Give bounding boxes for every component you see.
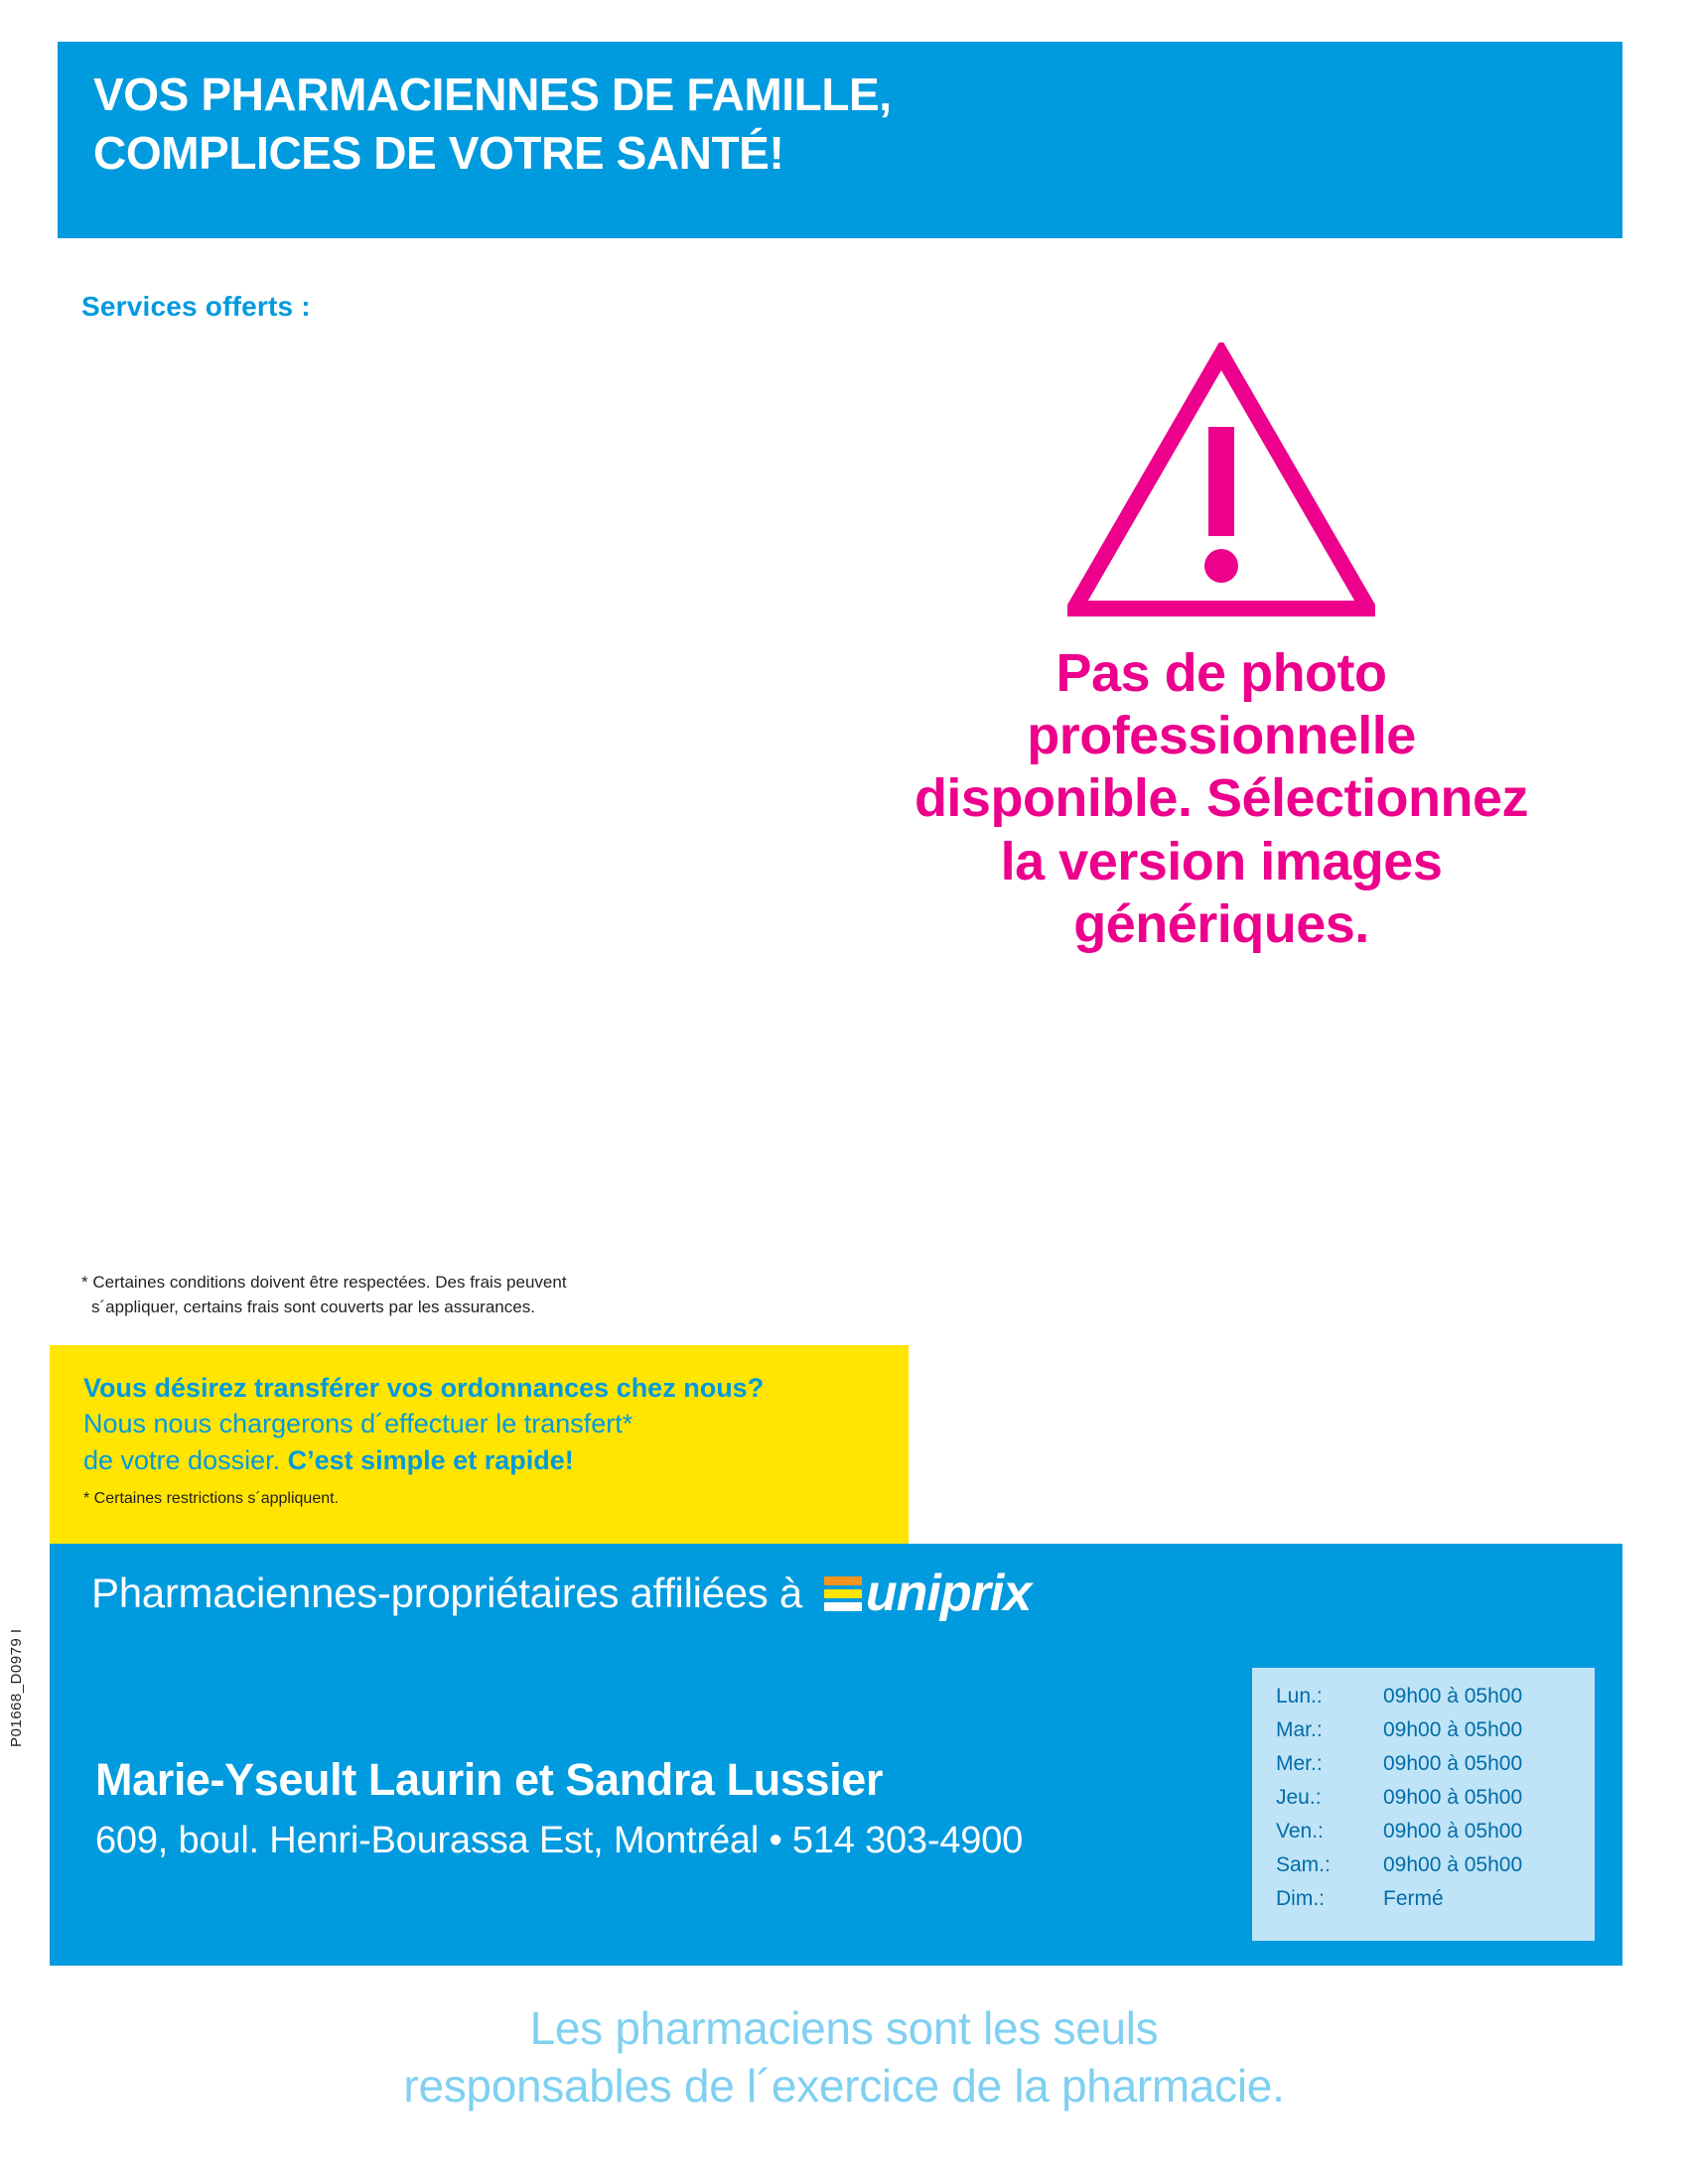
- hours-day: Dim.:: [1276, 1887, 1325, 1910]
- hours-value: 09h00 à 05h00: [1383, 1685, 1523, 1707]
- hours-row: [1276, 1719, 1577, 1740]
- transfer-restrictions-note: * Certaines restrictions s´appliquent.: [83, 1489, 340, 1507]
- transfer-line-2: Nous nous chargerons d´effectuer le transfert*: [83, 1409, 633, 1439]
- photo-placeholder-text: Pas de photo professionnelle disponible. Sélectionnez la version images génériques.: [914, 643, 1529, 954]
- hours-row: [1276, 1888, 1577, 1909]
- hours-value: Fermé: [1383, 1887, 1444, 1910]
- hours-day: Mer.:: [1276, 1752, 1323, 1775]
- pharmacy-address: 609, boul. Henri-Bourassa Est, Montréal • 514 303-4900: [95, 1820, 1024, 1861]
- hours-row: [1276, 1686, 1577, 1706]
- photo-placeholder: [914, 342, 1529, 956]
- hours-day: Jeu.:: [1276, 1786, 1322, 1809]
- hours-value: 09h00 à 05h00: [1383, 1853, 1523, 1876]
- hours-row: [1276, 1821, 1577, 1842]
- hours-value: 09h00 à 05h00: [1383, 1752, 1523, 1775]
- hours-day: Mar.:: [1276, 1718, 1323, 1741]
- hours-value: 09h00 à 05h00: [1383, 1786, 1523, 1809]
- transfer-line-3-b: C’est simple et rapide!: [287, 1444, 574, 1475]
- document-reference-code: P01668_D0979 I: [8, 1628, 25, 1747]
- pharmacy-info-panel: [50, 1643, 1622, 1966]
- legal-disclaimer-line-1: Les pharmaciens sont les seuls: [529, 2002, 1159, 2054]
- uniprix-wordmark: uniprix: [865, 1565, 1032, 1622]
- header-title-line-2: COMPLICES DE VOTRE SANTÉ!: [93, 126, 784, 179]
- uniprix-logo: [824, 1565, 1032, 1622]
- uniprix-bars-icon: [824, 1576, 862, 1611]
- transfer-question: Vous désirez transférer vos ordonnances chez nous?: [83, 1373, 765, 1403]
- hours-row: [1276, 1787, 1577, 1808]
- opening-hours-box: [1252, 1668, 1595, 1941]
- affiliation-text: Pharmaciennes-propriétaires affiliées à: [91, 1570, 802, 1616]
- hours-value: 09h00 à 05h00: [1383, 1820, 1523, 1843]
- legal-disclaimer-line-2: responsables de l´exercice de la pharmacie.: [403, 2059, 1285, 2112]
- hours-value: 09h00 à 05h00: [1383, 1718, 1523, 1741]
- header-banner: [58, 42, 1622, 238]
- transfer-line-3-a: de votre dossier.: [83, 1444, 288, 1475]
- pharmacist-names: Marie-Yseult Laurin et Sandra Lussier: [95, 1754, 883, 1805]
- conditions-footnote-line-2: s´appliquer, certains frais sont couverts par les assurances.: [91, 1297, 535, 1316]
- warning-triangle-icon: [1067, 342, 1375, 620]
- hours-day: Ven.:: [1276, 1820, 1324, 1843]
- conditions-footnote: [81, 1271, 776, 1319]
- hours-row: [1276, 1854, 1577, 1875]
- transfer-line-3: [83, 1442, 909, 1478]
- hours-row: [1276, 1753, 1577, 1774]
- legal-disclaimer: [0, 2000, 1688, 2115]
- hours-day: Sam.:: [1276, 1853, 1331, 1876]
- header-title-line-1: VOS PHARMACIENNES DE FAMILLE,: [93, 68, 892, 120]
- conditions-footnote-line-1: * Certaines conditions doivent être respectées. Des frais peuvent: [81, 1273, 567, 1292]
- services-offered-label: Services offerts :: [81, 291, 311, 322]
- hours-day: Lun.:: [1276, 1685, 1323, 1707]
- prescription-transfer-box: [50, 1345, 909, 1544]
- affiliation-bar: [50, 1544, 1622, 1643]
